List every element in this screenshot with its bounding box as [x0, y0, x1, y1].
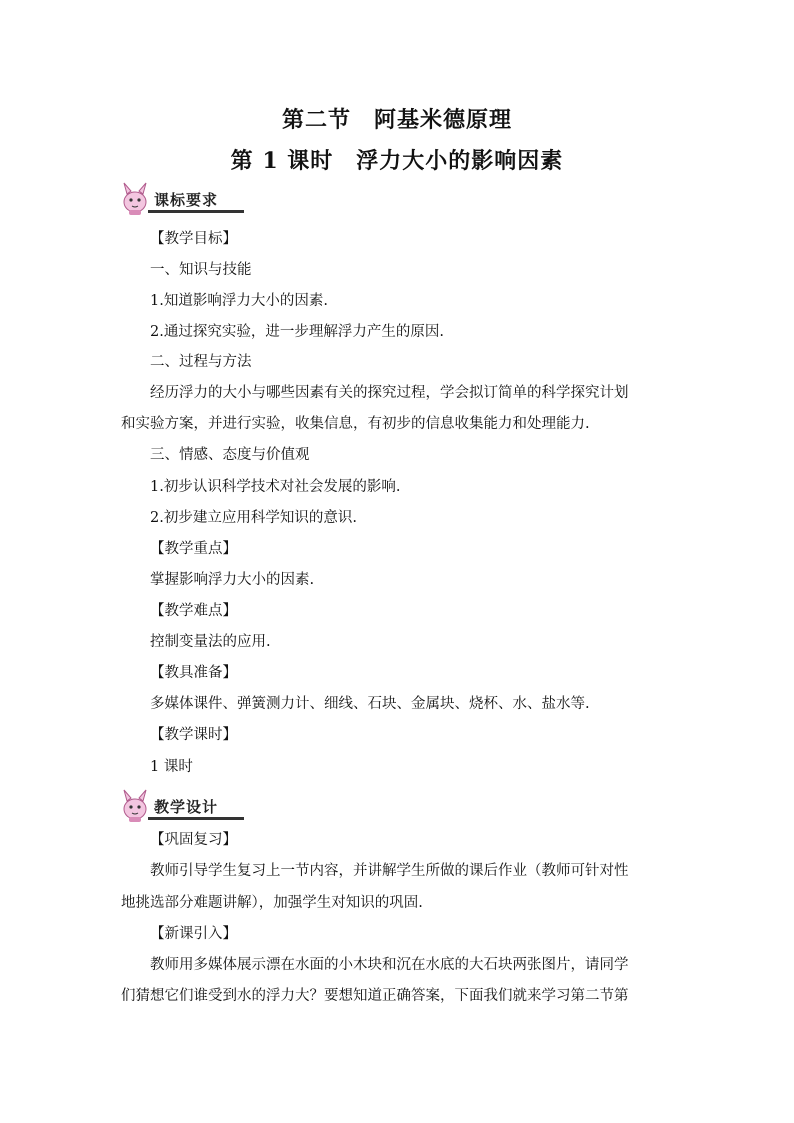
list-item: 2.初步建立应用科学知识的意识.: [150, 510, 357, 526]
paragraph-line: 经历浮力的大小与哪些因素有关的探究过程，学会拟订简单的科学探究计划: [150, 385, 629, 401]
heading-teaching-aids: 【教具准备】: [150, 665, 237, 681]
paragraph-line: 多媒体课件、弹簧测力计、细线、石块、金属块、烧杯、水、盐水等.: [150, 696, 590, 712]
paragraph-line: 掌握影响浮力大小的因素.: [150, 572, 315, 588]
subheading-process-methods: 二、过程与方法: [150, 354, 252, 370]
paragraph-line: 1 课时: [150, 759, 193, 775]
badge-label: 教学设计: [154, 798, 219, 816]
badge-underline: [148, 817, 244, 820]
subheading-attitudes-values: 三、情感、态度与价值观: [150, 447, 310, 463]
teaching-design-badge: [118, 787, 248, 823]
paragraph-line: 教师引导学生复习上一节内容，并讲解学生所做的课后作业（教师可针对性: [150, 863, 629, 879]
paragraph-line: 和实验方案，并进行实验，收集信息，有初步的信息收集能力和处理能力.: [121, 416, 590, 432]
paragraph-line: 们猜想它们谁受到水的浮力大？要想知道正确答案，下面我们就来学习第二节第: [121, 988, 629, 1004]
list-item: 1.初步认识科学技术对社会发展的影响.: [150, 479, 401, 495]
paragraph-line: 教师用多媒体展示漂在水面的小木块和沉在水底的大石块两张图片，请同学: [150, 957, 629, 973]
curriculum-requirements-badge: [118, 180, 248, 216]
heading-teaching-difficulty: 【教学难点】: [150, 603, 237, 619]
paragraph-line: 控制变量法的应用.: [150, 634, 271, 650]
section-title: 第二节 阿基米德原理: [281, 107, 512, 133]
list-item: 2.通过探究实验，进一步理解浮力产生的原因.: [150, 324, 444, 340]
heading-class-hours: 【教学课时】: [150, 727, 237, 743]
badge-underline: [148, 210, 244, 213]
list-item: 1.知道影响浮力大小的因素.: [150, 293, 328, 309]
heading-review: 【巩固复习】: [150, 832, 237, 848]
mascot-icon: [118, 787, 152, 823]
badge-label: 课标要求: [154, 191, 219, 209]
paragraph-line: 地挑选部分难题讲解），加强学生对知识的巩固.: [121, 895, 423, 911]
heading-new-lesson-intro: 【新课引入】: [150, 926, 237, 942]
subheading-knowledge-skills: 一、知识与技能: [150, 262, 252, 278]
heading-teaching-focus: 【教学重点】: [150, 541, 237, 557]
mascot-icon: [118, 180, 152, 216]
heading-teaching-goals: 【教学目标】: [150, 231, 237, 247]
lesson-title: 第 1 课时 浮力大小的影响因素: [230, 148, 564, 174]
